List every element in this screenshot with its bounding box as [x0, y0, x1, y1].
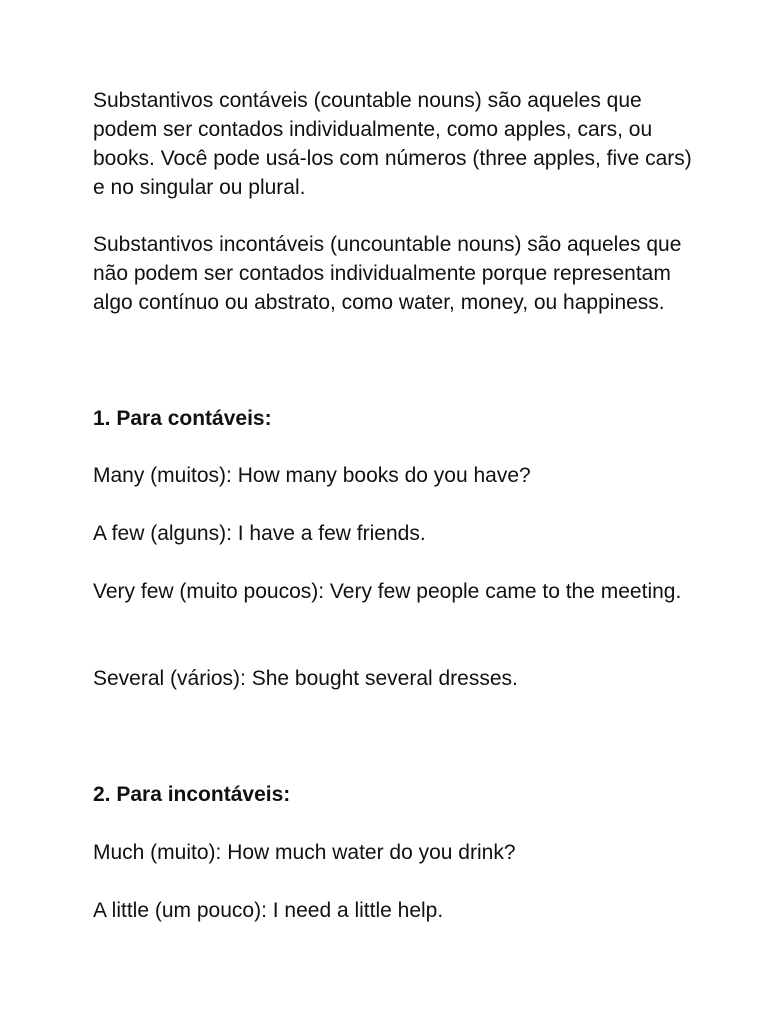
- list-item-a-little: A little (um pouco): I need a little help.: [93, 899, 444, 922]
- list-item-much: Much (muito): How much water do you drink?: [93, 841, 516, 864]
- list-item-many: Many (muitos): How many books do you have?: [93, 464, 531, 487]
- countable-section-heading: 1. Para contáveis:: [93, 407, 272, 430]
- list-item-very-few: Very few (muito poucos): Very few people came to the meeting.: [93, 580, 682, 603]
- list-item-several: Several (vários): She bought several dresses.: [93, 667, 518, 690]
- uncountable-nouns-definition: Substantivos incontáveis (uncountable nouns) são aqueles que não podem ser contados individualmente porque representam algo contínuo ou abstrato, como water, money, ou happiness.: [93, 233, 682, 314]
- uncountable-section-heading: 2. Para incontáveis:: [93, 783, 291, 806]
- countable-nouns-definition: Substantivos contáveis (countable nouns) são aqueles que podem ser contados individualmente, como apples, cars, ou books. Você pode usá-los com números (three apples, five cars) e no singular ou plural.: [93, 89, 692, 199]
- list-item-a-few: A few (alguns): I have a few friends.: [93, 522, 426, 545]
